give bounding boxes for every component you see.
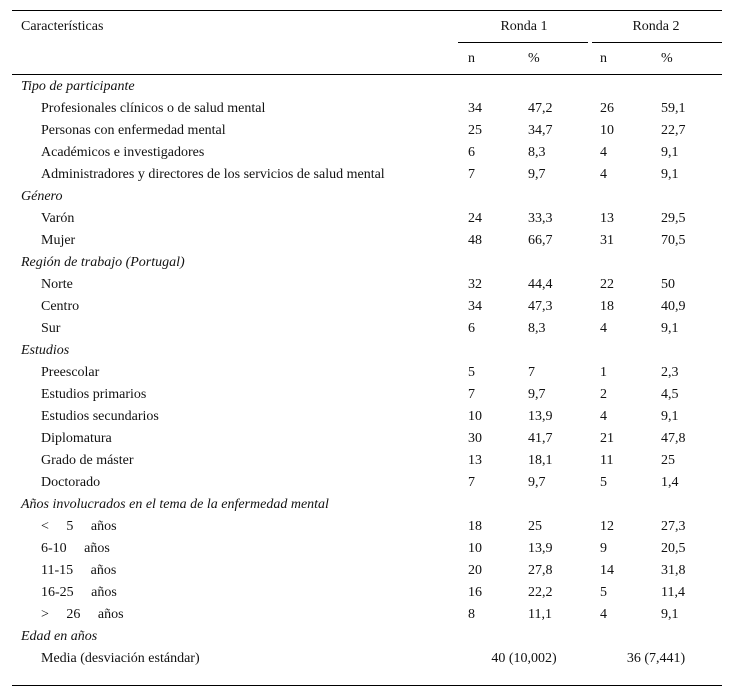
round1-pct: 13,9 [528,541,553,556]
round2-n: 4 [600,321,607,336]
section-title: Género [21,189,63,204]
round1-n: 32 [468,277,482,292]
round2-n: 18 [600,299,614,314]
round1-pct: 13,9 [528,409,553,424]
row-label: Estudios primarios [41,387,147,402]
section-title: Años involucrados en el tema de la enfermedad mental [21,497,329,512]
round2-header: Ronda 2 [632,19,680,34]
row-label: Académicos e investigadores [41,145,205,160]
section-title: Estudios [21,343,70,358]
round1-pct: 44,4 [528,277,553,292]
round1-n: 5 [468,365,475,380]
round2-pct: 22,7 [661,123,686,138]
round2-n: 21 [600,431,614,446]
row-label: Estudios secundarios [41,409,159,424]
round2-n: 5 [600,585,607,600]
row-label: Media (desviación estándar) [41,651,200,666]
characteristics-header: Características [21,19,104,34]
round2-pct: 9,1 [661,145,679,160]
row-label: Grado de máster [41,453,134,468]
round1-n: 48 [468,233,482,248]
round1-pct: 8,3 [528,321,546,336]
section-title: Edad en años [21,629,98,644]
round2-value: 36 (7,441) [626,651,686,666]
row-label: Varón [41,211,75,226]
round1-pct: 9,7 [528,387,546,402]
round1-pct: 7 [528,365,535,380]
row-label: < 5 años [41,519,117,534]
round1-n: 34 [468,299,482,314]
round2-n: 5 [600,475,607,490]
round1-pct: 66,7 [528,233,553,248]
round2-pct: 2,3 [661,365,679,380]
round1-pct: 47,2 [528,101,553,116]
round1-n: 16 [468,585,482,600]
round1-pct: 22,2 [528,585,553,600]
row-label: Personas con enfermedad mental [41,123,226,138]
round2-underline [592,42,722,43]
round2-n: 14 [600,563,614,578]
round2-pct-header: % [661,51,673,66]
round2-pct: 20,5 [661,541,686,556]
round1-pct: 8,3 [528,145,546,160]
row-label: Preescolar [41,365,100,380]
round2-n: 11 [600,453,614,468]
round1-value: 40 (10,002) [491,651,557,666]
round1-n: 24 [468,211,482,226]
round1-n: 8 [468,607,475,622]
round2-pct: 59,1 [661,101,686,116]
round1-n: 18 [468,519,482,534]
round2-pct: 9,1 [661,607,679,622]
round1-n: 7 [468,387,475,402]
round2-n: 22 [600,277,614,292]
round2-n: 4 [600,145,607,160]
top-rule [12,10,722,11]
round2-n: 9 [600,541,607,556]
round1-pct: 33,3 [528,211,553,226]
row-label: Doctorado [41,475,101,490]
row-label: 6-10 años [41,541,110,556]
round1-n-header: n [468,51,475,66]
round2-n: 26 [600,101,614,116]
row-label: Profesionales clínicos o de salud mental [41,101,266,116]
round2-pct: 11,4 [661,585,685,600]
round1-pct-header: % [528,51,540,66]
round2-n: 4 [600,167,607,182]
round1-pct: 18,1 [528,453,553,468]
round1-pct: 11,1 [528,607,552,622]
round2-n: 2 [600,387,607,402]
round2-pct: 50 [661,277,675,292]
round1-pct: 47,3 [528,299,553,314]
round1-n: 13 [468,453,482,468]
round1-n: 6 [468,321,475,336]
bottom-rule [12,685,722,686]
round2-n: 4 [600,409,607,424]
round2-pct: 4,5 [661,387,679,402]
row-label: Norte [41,277,73,292]
row-label: Centro [41,299,80,314]
row-label: 11-15 años [41,563,117,578]
round2-pct: 40,9 [661,299,686,314]
row-label: Administradores y directores de los servicios de salud mental [41,167,385,182]
round1-n: 30 [468,431,482,446]
round2-pct: 25 [661,453,675,468]
round1-n: 25 [468,123,482,138]
round1-pct: 41,7 [528,431,553,446]
row-label: > 26 años [41,607,124,622]
round1-header: Ronda 1 [500,19,548,34]
round2-n: 13 [600,211,614,226]
round2-pct: 29,5 [661,211,686,226]
round2-n: 4 [600,607,607,622]
header-bottom-rule [12,74,722,75]
round2-pct: 31,8 [661,563,686,578]
round1-pct: 9,7 [528,167,546,182]
round2-pct: 70,5 [661,233,686,248]
round2-pct: 1,4 [661,475,679,490]
row-label: Diplomatura [41,431,112,446]
round1-pct: 25 [528,519,542,534]
round2-n: 1 [600,365,607,380]
round2-pct: 9,1 [661,167,679,182]
round1-n: 34 [468,101,482,116]
round1-pct: 27,8 [528,563,553,578]
round1-underline [458,42,588,43]
round1-n: 10 [468,541,482,556]
row-label: Mujer [41,233,76,248]
round2-n: 31 [600,233,614,248]
section-title: Región de trabajo (Portugal) [21,255,185,270]
round1-n: 7 [468,475,475,490]
round2-pct: 9,1 [661,409,679,424]
round1-n: 6 [468,145,475,160]
round1-n: 7 [468,167,475,182]
round2-pct: 27,3 [661,519,686,534]
round2-pct: 47,8 [661,431,686,446]
section-title: Tipo de participante [21,79,135,94]
round2-pct: 9,1 [661,321,679,336]
row-label: Sur [41,321,61,336]
round2-n: 10 [600,123,614,138]
round1-n: 10 [468,409,482,424]
row-label: 16-25 años [41,585,117,600]
round2-n-header: n [600,51,607,66]
round1-pct: 34,7 [528,123,553,138]
round2-n: 12 [600,519,614,534]
round1-n: 20 [468,563,482,578]
round1-pct: 9,7 [528,475,546,490]
